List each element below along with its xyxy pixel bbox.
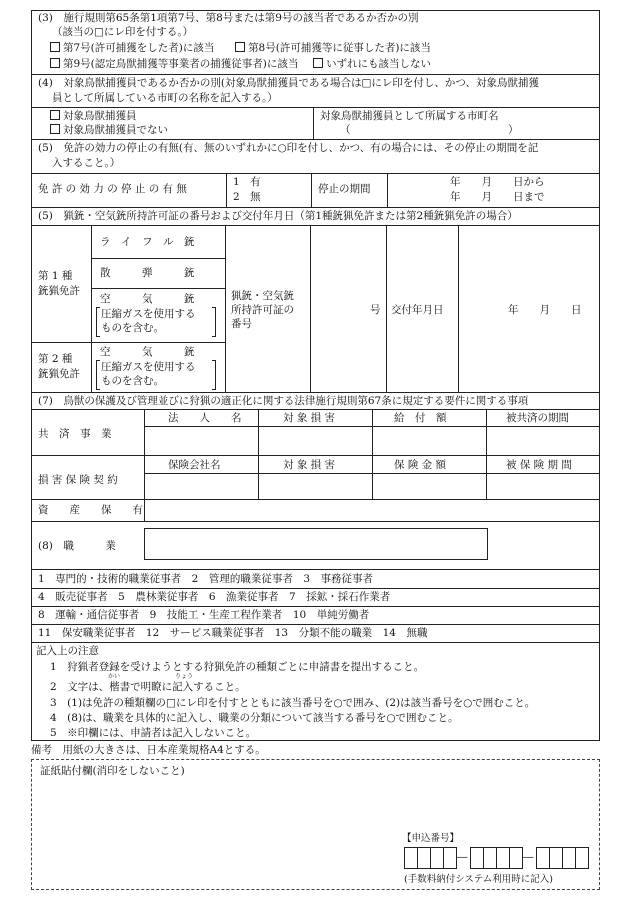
city-label: 対象鳥獣捕獲員として所属する市町名 — [320, 110, 499, 122]
kyosai-col-3: 給 付 額 — [394, 412, 447, 424]
sec5b-heading: (5) 猟銃・空気銃所持許可証の番号および交付年月日（第1種銃猟免許または第2種銃猟免許の場合） — [38, 210, 518, 222]
note-1: 1 狩猟者登録を受けようとする狩猟免許の種類ごとに申請書を提出すること。 — [50, 661, 425, 673]
sec4-heading: (4) 対象鳥獣捕獲員であるか否かの別(対象鳥獣捕獲員である場合は□にレ印を付し、かつ、対象鳥獣捕獲 — [38, 77, 539, 89]
period-label: 停止の期間 — [318, 183, 371, 195]
sec3-heading: (3) 施行規則第65条第1項第7号、第8号または第9号の該当者であるか否かの別 — [38, 12, 419, 24]
kyosai-col-1: 法 人 名 — [168, 412, 242, 424]
type2-label-a: 第 2 種 — [38, 353, 73, 365]
sec5-heading: (5) 免許の効力の停止の有無(有、無のいずれかに○印を付し、かつ、有の場合には、その停止の期間を記 — [38, 142, 539, 154]
sec4-opt-no — [50, 124, 168, 137]
sec4-heading-note: 員として所属している市町の名称を記入する。） — [52, 92, 278, 104]
songai-col-1: 保険会社名 — [168, 459, 221, 471]
app-no-digit[interactable] — [417, 847, 431, 869]
issue-date-value[interactable]: 年 月 日 — [508, 304, 582, 316]
app-no-digit[interactable] — [430, 847, 444, 869]
opt9-label: 第9号(認定鳥獣捕獲等事業者の捕獲従事者)に該当 — [63, 58, 299, 70]
occupation-line-1: 1 専門的・技術的職業従事者 2 管理的職業従事者 3 事務従事者 — [38, 573, 374, 585]
suspension-opt2[interactable]: 2 無 — [233, 191, 261, 203]
period-from[interactable]: 年 月 日から — [450, 176, 545, 188]
checkbox-none[interactable] — [313, 58, 323, 68]
opt7-label: 第7号(許可捕獲をした者)に該当 — [63, 42, 215, 54]
occupation-line-2: 4 販売従事者 5 農林業従事者 6 漁業従事者 7 採鉱・採石作業者 — [38, 591, 391, 603]
note-4: 4 (8)は、職業を具体的に記入し、職業の分類について該当する番号を○で囲むこと。 — [50, 712, 459, 724]
app-no-digit[interactable] — [496, 847, 510, 869]
ruby-kai: かい — [108, 673, 121, 680]
suspension-label: 免 許 の 効 力 の 停 止 の 有 無 — [38, 183, 187, 195]
shisan-label: 資 産 保 有 — [38, 504, 143, 516]
app-no-digit[interactable] — [443, 847, 457, 869]
suspension-opt1[interactable]: 1 有 — [233, 176, 261, 188]
app-no-digit[interactable] — [549, 847, 563, 869]
type1-label-b: 銃猟免許 — [38, 285, 80, 297]
app-no-digit[interactable] — [470, 847, 484, 869]
sec3-row1 — [50, 42, 431, 55]
shotgun-label: 散 弾 銃 — [100, 267, 195, 279]
permit-label-b: 所持許可証の — [231, 304, 294, 316]
permit-label-a: 猟銃・空気銃 — [231, 290, 294, 302]
checkbox-7[interactable] — [50, 42, 60, 52]
type2-label-b: 銃猟免許 — [38, 368, 80, 380]
biko-note: 備考 用紙の大きさは、日本産業規格A4とする。 — [31, 744, 266, 756]
airgun1-note-a: 圧縮ガスを使用する — [101, 308, 196, 320]
sec4-opt-yes — [50, 110, 137, 123]
city-paren-close: ） — [508, 124, 519, 136]
opt-no-label: 対象鳥獣捕獲員でない — [63, 124, 168, 136]
fee-note: (手数料納付システム利用時に記入) — [404, 874, 553, 885]
sec3-row2 — [50, 58, 431, 71]
app-no-digit[interactable] — [536, 847, 550, 869]
kyosai-label: 共 済 事 業 — [38, 428, 112, 440]
sec7-heading: (7) 鳥獣の保護及び管理並びに狩猟の適正化に関する法律施行規則第67条に規定する要件に関する事項 — [38, 395, 529, 407]
app-no-digit[interactable] — [562, 847, 576, 869]
sec3-heading-note: （該当の□にレ印を付する。） — [52, 26, 194, 38]
songai-col-4: 被 保 険 期 間 — [506, 459, 572, 471]
note-5: 5 ※印欄には、申請者は記入しないこと。 — [50, 727, 257, 739]
app-no-sep-1: ― — [457, 851, 468, 863]
opt8-label: 第8号(許可捕獲等に従事した者)に該当 — [248, 42, 431, 54]
checkbox-hunter-no[interactable] — [50, 124, 60, 134]
occupation-label: (8) 職 業 — [38, 540, 116, 552]
app-no-boxes[interactable] — [404, 847, 590, 871]
kyosai-col-2: 対 象 損 害 — [283, 412, 336, 424]
app-no-digit[interactable] — [404, 847, 418, 869]
occupation-line-4: 11 保安職業従事者 12 サービス職業従事者 13 分類不能の職業 14 無職 — [38, 627, 428, 639]
app-no-digit[interactable] — [483, 847, 497, 869]
permit-label-c: 番号 — [231, 318, 252, 330]
rifle-label: ラ イ フ ル 銃 — [100, 236, 195, 248]
airgun2-note-b: ものを含む。 — [101, 375, 164, 387]
occupation-line-3: 8 運輸・通信従事者 9 技能工・生産工程作業者 10 単純労働者 — [38, 609, 370, 621]
period-until[interactable]: 年 月 日まで — [450, 191, 545, 203]
kyosai-col-4: 被共済の期間 — [506, 412, 569, 424]
checkbox-9[interactable] — [50, 58, 60, 68]
checkbox-8[interactable] — [235, 42, 245, 52]
city-paren-open: （ — [340, 124, 351, 136]
songai-label: 損 害 保 険 契 約 — [38, 474, 118, 486]
airgun1-label: 空 気 銃 — [100, 293, 195, 305]
ruby-ryo: りょう — [175, 673, 194, 680]
app-no-sep-2: ― — [523, 851, 534, 863]
occupation-input[interactable] — [144, 528, 488, 560]
type1-label-a: 第 1 種 — [38, 270, 73, 282]
issue-date-label: 交付年月日 — [391, 304, 444, 316]
checkbox-hunter-yes[interactable] — [50, 110, 60, 120]
airgun2-label: 空 気 銃 — [100, 346, 195, 358]
airgun1-note-b: ものを含む。 — [101, 322, 164, 334]
app-no-label: 【申込番号】 — [402, 833, 460, 844]
songai-col-3: 保 険 金 額 — [394, 459, 447, 471]
optnone-label: いずれにも該当しない — [326, 58, 432, 70]
stamp-label: 証紙貼付欄(消印をしないこと) — [40, 765, 185, 777]
note-2: 2 文字は、楷書で明瞭に記入すること。 — [50, 681, 246, 693]
songai-col-2: 対 象 損 害 — [283, 459, 336, 471]
note-3: 3 (1)は免許の種類欄の□にレ印を付すとともに該当番号を○で囲み、(2)は該当番号を○で囲むこと。 — [50, 697, 536, 709]
notes-heading: 記入上の注意 — [36, 645, 99, 657]
sec5-heading-note: 入すること。） — [52, 157, 121, 169]
opt-yes-label: 対象鳥獣捕獲員 — [63, 110, 137, 122]
permit-number-suffix: 号 — [370, 304, 381, 316]
app-no-digit[interactable] — [509, 847, 523, 869]
app-no-digit[interactable] — [575, 847, 589, 869]
airgun2-note-a: 圧縮ガスを使用する — [101, 361, 196, 373]
